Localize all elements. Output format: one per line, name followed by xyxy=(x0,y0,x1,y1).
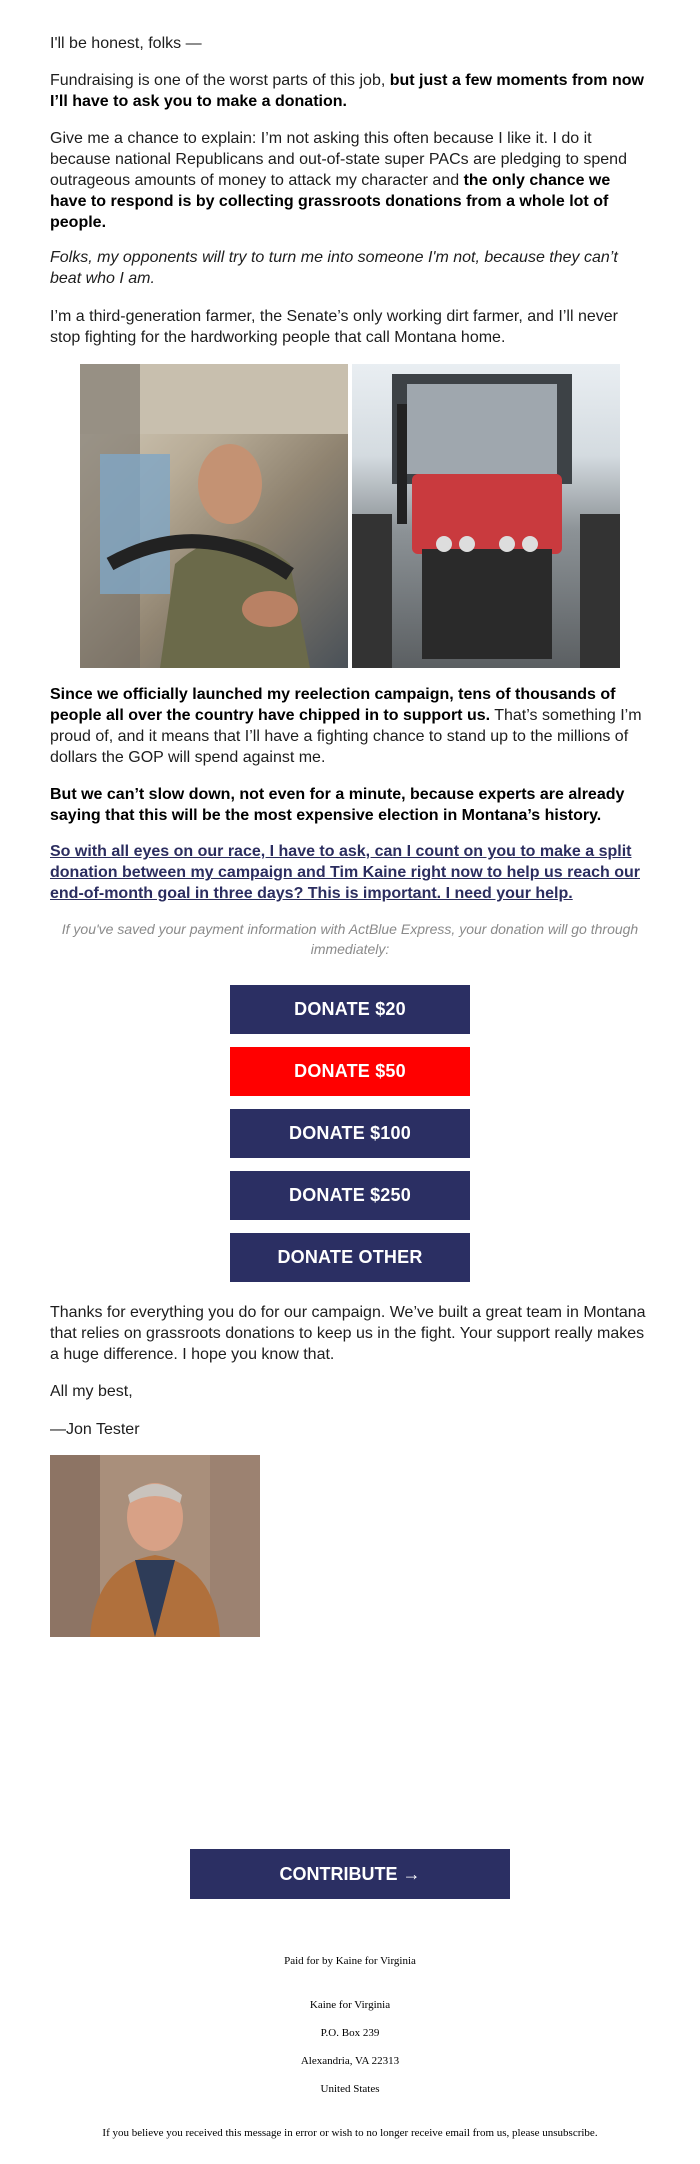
paragraph-farmer: I’m a third-generation farmer, the Senate’s only working dirt farmer, and I’ll never stop fighting for the hardworking people that call Montana home. xyxy=(50,308,618,346)
actblue-express-note: If you've saved your payment information with ActBlue Express, your donation will go through immediately: xyxy=(61,921,639,957)
paragraph-thanks: Thanks for everything you do for our campaign. We’ve built a great team in Montana that relies on grassroots donations to keep us in the fight. Your support really makes a huge difference. I hope you know that. xyxy=(50,1304,646,1363)
donate-100-button[interactable]: DONATE $100 xyxy=(230,1109,470,1158)
signoff: All my best, xyxy=(50,1383,133,1400)
paragraph-campaign xyxy=(50,684,650,768)
donate-50-button[interactable]: DONATE $50 xyxy=(230,1047,470,1096)
p1-text: Fundraising is one of the worst parts of this job, xyxy=(50,72,390,89)
footer-org-name: Kaine for Virginia xyxy=(309,1999,391,2011)
greeting: I'll be honest, folks — xyxy=(50,35,202,52)
photo-tractor-cab xyxy=(80,364,348,668)
paragraph-opponents: Folks, my opponents will try to turn me into someone I'm not, because they can’t beat who I am. xyxy=(50,249,618,287)
photo-red-tractor xyxy=(352,364,620,668)
paragraph-explain xyxy=(50,128,650,233)
paragraph-fundraising xyxy=(50,70,650,112)
p5-bold-text: Since we officially launched my reelection campaign, tens of thousands of people all over the country have chipped in to support us. xyxy=(50,686,616,724)
signature: —Jon Tester xyxy=(50,1421,140,1438)
p5-text: That’s something I’m proud of, and it means that I’ll have a fighting chance to stand up to the millions of dollars the GOP will spend against me. xyxy=(50,707,642,766)
footer-country: United States xyxy=(320,2083,380,2095)
footer-po-box: P.O. Box 239 xyxy=(320,2027,380,2039)
contribute-button[interactable]: CONTRIBUTE → xyxy=(190,1849,510,1899)
footer-city: Alexandria, VA 22313 xyxy=(300,2055,400,2067)
footer-paid-for: Paid for by Kaine for Virginia xyxy=(284,1955,416,1967)
donate-other-button[interactable]: DONATE OTHER xyxy=(230,1233,470,1282)
donate-20-button[interactable]: DONATE $20 xyxy=(230,985,470,1034)
p2-bold-text: the only chance we have to respond is by collecting grassroots donations from a whole lot of people. xyxy=(50,172,611,231)
paragraph-expensive-election: But we can’t slow down, not even for a minute, because experts are already saying that this will be the most expensive election in Montana’s history. xyxy=(50,786,625,824)
footer-unsubscribe[interactable]: If you believe you received this message in error or wish to no longer receive email from us, please unsubscribe. xyxy=(102,2127,598,2139)
p1-bold-text: but just a few moments from now I’ll have to ask you to make a donation. xyxy=(50,72,644,110)
split-donation-link[interactable]: So with all eyes on our race, I have to ask, can I count on you to make a split donation between my campaign and Tim Kaine right now to help us reach our end-of-month goal in three days? This is important. I need your help. xyxy=(50,843,640,902)
donate-250-button[interactable]: DONATE $250 xyxy=(230,1171,470,1220)
portrait-photo xyxy=(50,1455,260,1637)
photo-row xyxy=(80,364,620,668)
p2-text: Give me a chance to explain: I’m not asking this often because I like it. I do it because national Republicans and out-of-state super PACs are pledging to spend outrageous amounts of money to attack my character and xyxy=(50,130,627,189)
